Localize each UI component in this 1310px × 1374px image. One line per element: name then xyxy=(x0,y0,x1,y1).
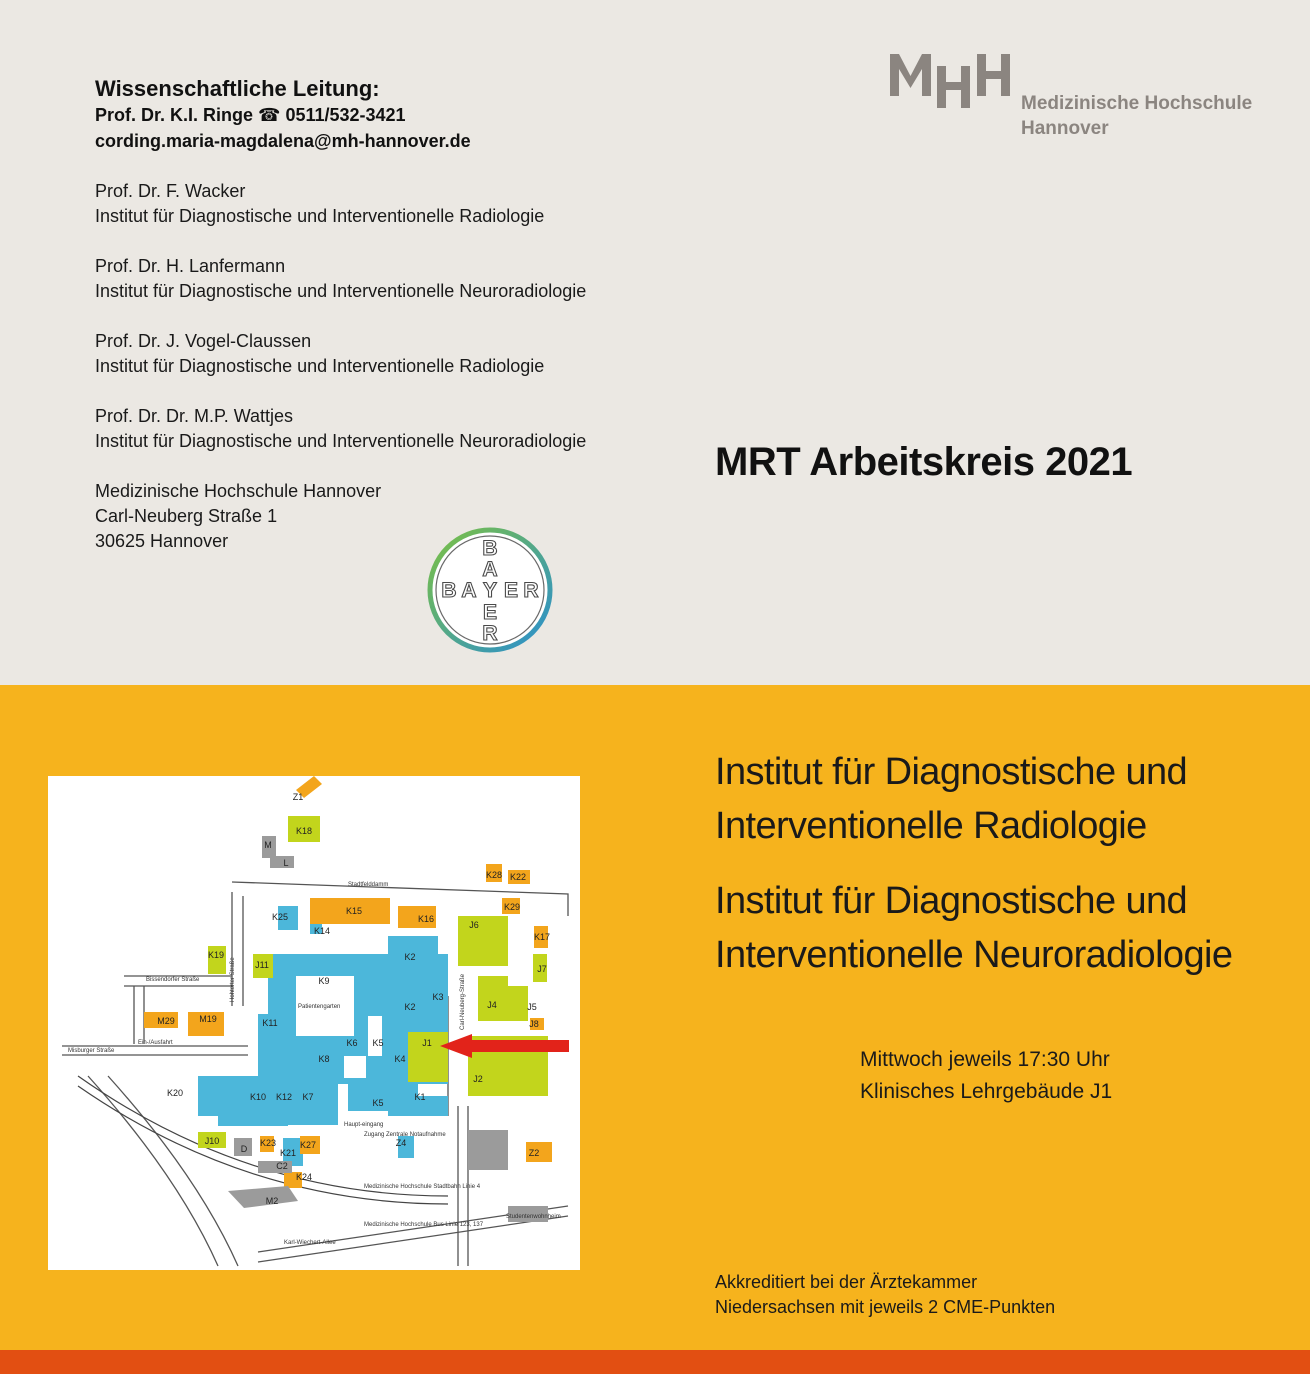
institute-line: Interventionelle Radiologie xyxy=(715,805,1147,847)
svg-text:K24: K24 xyxy=(295,1172,313,1182)
svg-text:K19: K19 xyxy=(207,950,225,960)
svg-text:J7: J7 xyxy=(537,964,547,974)
accreditation-line: Akkreditiert bei der Ärztekammer xyxy=(715,1272,978,1292)
svg-text:J1: J1 xyxy=(422,1038,432,1048)
svg-text:K10: K10 xyxy=(249,1092,267,1102)
person-entry xyxy=(95,254,655,304)
contact-email[interactable]: cording.maria-magdalena@mh-hannover.de xyxy=(95,131,471,151)
mhh-logo-mark xyxy=(890,50,1015,112)
contact-heading: Wissenschaftliche Leitung: xyxy=(95,76,380,101)
person-institute: Institut für Diagnostische und Interventionelle Radiologie xyxy=(95,356,545,376)
svg-text:K5: K5 xyxy=(372,1098,384,1108)
mhh-org-name xyxy=(1021,91,1252,141)
svg-text:Z2: Z2 xyxy=(528,1148,540,1158)
svg-text:K22: K22 xyxy=(509,872,527,882)
person-entry xyxy=(95,329,655,379)
person-institute: Institut für Diagnostische und Interventionelle Radiologie xyxy=(95,206,545,226)
institute-radiologie xyxy=(715,745,1187,853)
label-studentenwohnheim: Studentenwohnheim xyxy=(506,1214,561,1220)
accreditation-note xyxy=(715,1270,1055,1320)
address-line: 30625 Hannover xyxy=(95,531,229,551)
svg-text:J6: J6 xyxy=(469,920,479,930)
org-line: Medizinische Hochschule xyxy=(1021,93,1253,114)
event-title: MRT Arbeitskreis 2021 xyxy=(715,440,1133,484)
svg-text:B: B xyxy=(482,537,498,560)
institute-line: Institut für Diagnostische und xyxy=(715,880,1188,922)
street-hohtorter: Hohtorter Straße xyxy=(230,957,236,1002)
svg-text:K7: K7 xyxy=(302,1092,314,1102)
campus-map-svg xyxy=(48,776,580,1270)
bayer-logo xyxy=(425,525,555,655)
svg-text:C2: C2 xyxy=(276,1161,288,1171)
svg-text:K21: K21 xyxy=(279,1148,297,1158)
svg-text:K14: K14 xyxy=(313,926,331,936)
svg-text:A: A xyxy=(482,558,498,581)
svg-text:L: L xyxy=(283,858,289,868)
svg-text:K16: K16 xyxy=(417,914,435,924)
schedule-location: Klinisches Lehrgebäude J1 xyxy=(860,1080,1113,1103)
person-name: Prof. Dr. J. Vogel-Claussen xyxy=(95,331,312,351)
svg-text:M: M xyxy=(264,840,272,850)
svg-text:K18: K18 xyxy=(295,826,313,836)
svg-text:K15: K15 xyxy=(345,906,363,916)
institute-neuroradiologie xyxy=(715,874,1232,982)
street-karl-wiechert: Karl-Wiechert-Allee xyxy=(284,1240,336,1246)
svg-text:K20: K20 xyxy=(166,1088,184,1098)
contact-lead: Prof. Dr. K.I. Ringe ☎ 0511/532-3421 xyxy=(95,105,406,125)
label-notaufnahme: Zugang Zentrale Notaufnahme xyxy=(364,1132,446,1138)
svg-text:K27: K27 xyxy=(299,1140,317,1150)
svg-text:K2: K2 xyxy=(404,952,416,962)
label-stadtbahn: Medizinische Hochschule Stadtbahn Linie 4 xyxy=(364,1184,481,1190)
person-institute: Institut für Diagnostische und Interventionelle Neuroradiologie xyxy=(95,431,587,451)
campus-map xyxy=(48,776,580,1270)
svg-text:K1: K1 xyxy=(414,1092,426,1102)
svg-text:K8: K8 xyxy=(318,1054,330,1064)
svg-text:K3: K3 xyxy=(432,992,444,1002)
person-institute: Institut für Diagnostische und Interventionelle Neuroradiologie xyxy=(95,281,587,301)
person-name: Prof. Dr. H. Lanfermann xyxy=(95,256,286,276)
street-bissendorfer: Bissendorfer Straße xyxy=(146,977,200,983)
svg-text:J10: J10 xyxy=(204,1136,220,1146)
svg-text:Z1: Z1 xyxy=(292,792,304,802)
address-line: Carl-Neuberg Straße 1 xyxy=(95,506,278,526)
svg-text:K28: K28 xyxy=(485,870,503,880)
svg-text:M19: M19 xyxy=(199,1014,217,1024)
svg-text:R: R xyxy=(482,622,498,645)
accreditation-line: Niedersachsen mit jeweils 2 CME-Punkten xyxy=(715,1297,1056,1317)
svg-text:J11: J11 xyxy=(255,960,269,970)
svg-text:J8: J8 xyxy=(529,1019,539,1029)
svg-text:Y: Y xyxy=(482,579,498,602)
mhh-logo xyxy=(890,50,1270,150)
institute-line: Institut für Diagnostische und xyxy=(715,751,1188,793)
person-entry xyxy=(95,404,655,454)
svg-text:J4: J4 xyxy=(487,1000,497,1010)
svg-text:B: B xyxy=(441,579,457,602)
svg-text:K4: K4 xyxy=(394,1054,406,1064)
label-patientengarten: Patientengarten xyxy=(298,1004,341,1010)
svg-text:K6: K6 xyxy=(346,1038,358,1048)
svg-text:K11: K11 xyxy=(262,1018,278,1028)
svg-text:J5: J5 xyxy=(527,1002,537,1012)
svg-text:R: R xyxy=(523,579,539,602)
svg-text:K17: K17 xyxy=(533,932,551,942)
svg-text:K25: K25 xyxy=(271,912,289,922)
svg-text:D: D xyxy=(240,1144,248,1154)
label-ein-ausfahrt: Ein-/Ausfahrt xyxy=(138,1040,173,1046)
svg-text:M2: M2 xyxy=(265,1196,279,1206)
street-stadtfelddamm: Stadtfelddamm xyxy=(348,882,389,888)
label-bus: Medizinische Hochschule Bus Linie 123, 137 xyxy=(364,1222,484,1228)
person-name: Prof. Dr. F. Wacker xyxy=(95,181,246,201)
contact-block xyxy=(95,76,655,554)
svg-text:A: A xyxy=(461,579,477,602)
street-misburger: Misburger Straße xyxy=(68,1048,115,1054)
svg-text:Z4: Z4 xyxy=(395,1138,407,1148)
person-entry xyxy=(95,179,655,229)
address-line: Medizinische Hochschule Hannover xyxy=(95,481,382,501)
footer-stripe xyxy=(0,1350,1310,1374)
institute-line: Interventionelle Neuroradiologie xyxy=(715,934,1233,976)
svg-text:K2: K2 xyxy=(404,1002,416,1012)
svg-text:K5: K5 xyxy=(372,1038,384,1048)
address-block xyxy=(95,479,655,554)
street-carl-neuberg: Carl-Neuberg-Straße xyxy=(460,973,466,1030)
svg-text:E: E xyxy=(482,601,498,624)
svg-text:K9: K9 xyxy=(318,976,330,986)
person-name: Prof. Dr. Dr. M.P. Wattjes xyxy=(95,406,294,426)
schedule-block xyxy=(860,1044,1112,1108)
svg-text:K12: K12 xyxy=(275,1092,293,1102)
svg-text:K29: K29 xyxy=(503,902,521,912)
org-line: Hannover xyxy=(1021,118,1109,139)
svg-text:M29: M29 xyxy=(157,1016,175,1026)
svg-text:J2: J2 xyxy=(473,1074,483,1084)
schedule-time: Mittwoch jeweils 17:30 Uhr xyxy=(860,1048,1110,1071)
label-haupteingang: Haupt-eingang xyxy=(344,1122,384,1128)
svg-text:K23: K23 xyxy=(259,1138,277,1148)
svg-text:E: E xyxy=(503,579,519,602)
